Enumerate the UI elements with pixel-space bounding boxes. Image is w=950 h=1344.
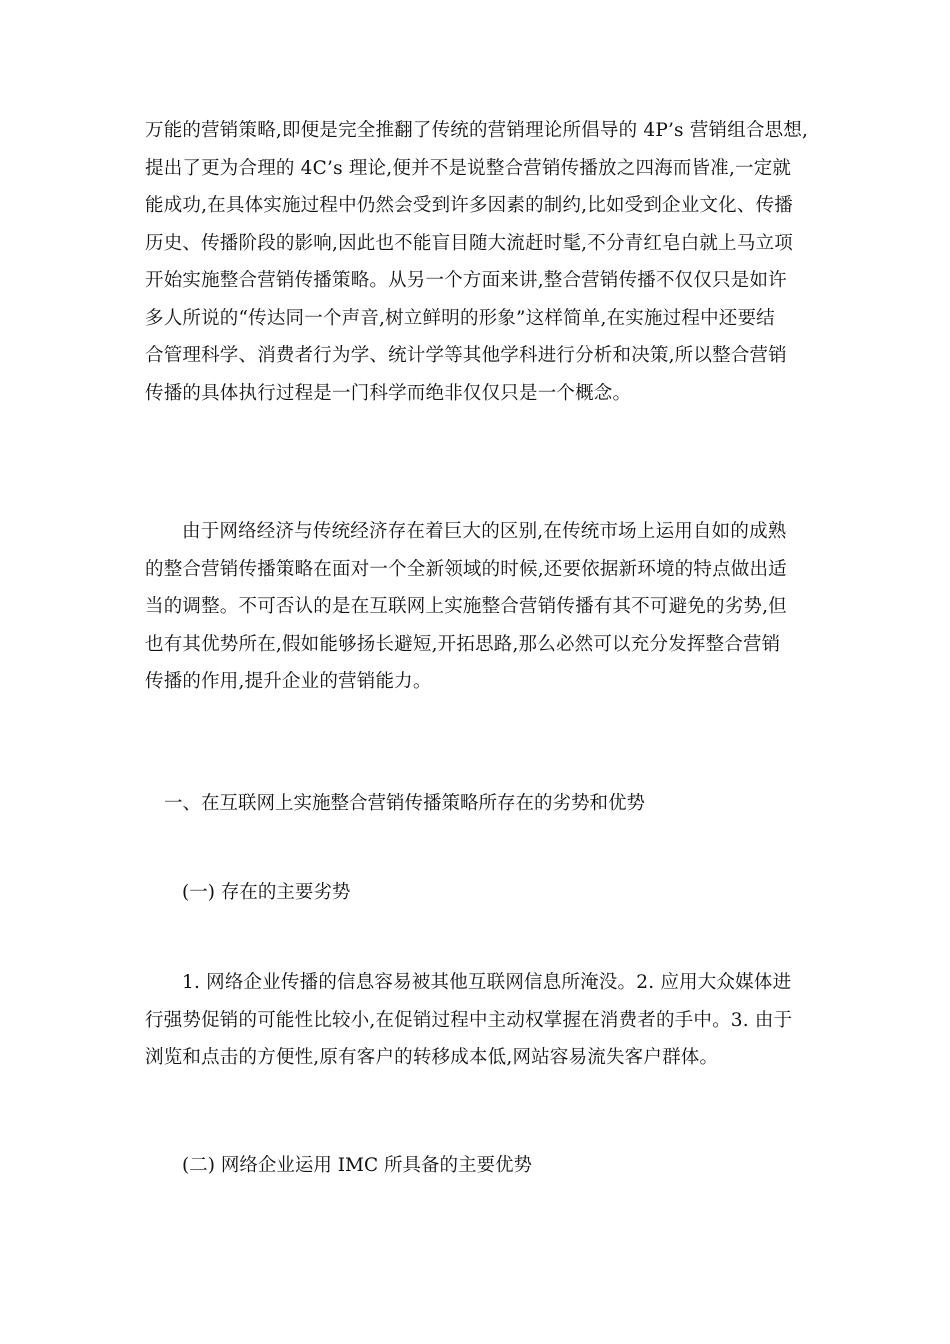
- paragraph-line: 也有其优势所在,假如能够扬长避短,开拓思路,那么必然可以充分发挥整合营销: [145, 633, 781, 655]
- paragraph-1: [145, 112, 815, 412]
- paragraph-line: 万能的营销策略,即便是完全推翻了传统的营销理论所倡导的 4P’s 营销组合思想,: [145, 120, 809, 141]
- section-heading: 一、在互联网上实施整合营销传播策略所存在的劣势和优势: [164, 793, 646, 814]
- paragraph-line: 合管理科学、消费者行为学、统计学等其他学科进行分析和决策,所以整合营销: [145, 345, 787, 366]
- paragraph-line: 多人所说的“传达同一个声音,树立鲜明的形象”这样简单,在实施过程中还要结: [145, 307, 775, 329]
- paragraph-line: 行强势促销的可能性比较小,在促销过程中主动权掌握在消费者的手中。3. 由于: [145, 1009, 793, 1031]
- paragraph-line: 1. 网络企业传播的信息容易被其他互联网信息所淹没。2. 应用大众媒体进: [182, 972, 792, 993]
- paragraph-line: 开始实施整合营销传播策略。从另一个方面来讲,整合营销传播不仅仅只是如许: [145, 270, 787, 291]
- paragraph-line: 提出了更为合理的 4C’s 理论,便并不是说整合营销传播放之四海而皆准,一定就: [145, 157, 792, 179]
- paragraph-line: 由于网络经济与传统经济存在着巨大的区别,在传统市场上运用自如的成熟: [182, 521, 787, 542]
- paragraph-line: 浏览和点击的方便性,原有客户的转移成本低,网站容易流失客户群体。: [145, 1047, 719, 1068]
- paragraph-line: 能成功,在具体实施过程中仍然会受到许多因素的制约,比如受到企业文化、传播: [145, 195, 793, 216]
- paragraph-2: [145, 513, 815, 701]
- subsection-heading: (二) 网络企业运用 IMC 所具备的主要优势: [182, 1155, 532, 1176]
- paragraph-line: 当的调整。不可否认的是在互联网上实施整合营销传播有其不可避免的劣势,但: [145, 596, 787, 617]
- paragraph-line: 传播的具体执行过程是一门科学而绝非仅仅只是一个概念。: [145, 382, 632, 404]
- paragraph-line: 的整合营销传播策略在面对一个全新领域的时候,还要依据新环境的特点做出适: [145, 558, 787, 580]
- paragraph-line: 传播的作用,提升企业的营销能力。: [145, 671, 432, 692]
- subsection-heading: (一) 存在的主要劣势: [182, 882, 351, 903]
- paragraph-line: 历史、传播阶段的影响,因此也不能盲目随大流赶时髦,不分青红皂白就上马立项: [145, 232, 793, 254]
- paragraph-3: [145, 964, 815, 1077]
